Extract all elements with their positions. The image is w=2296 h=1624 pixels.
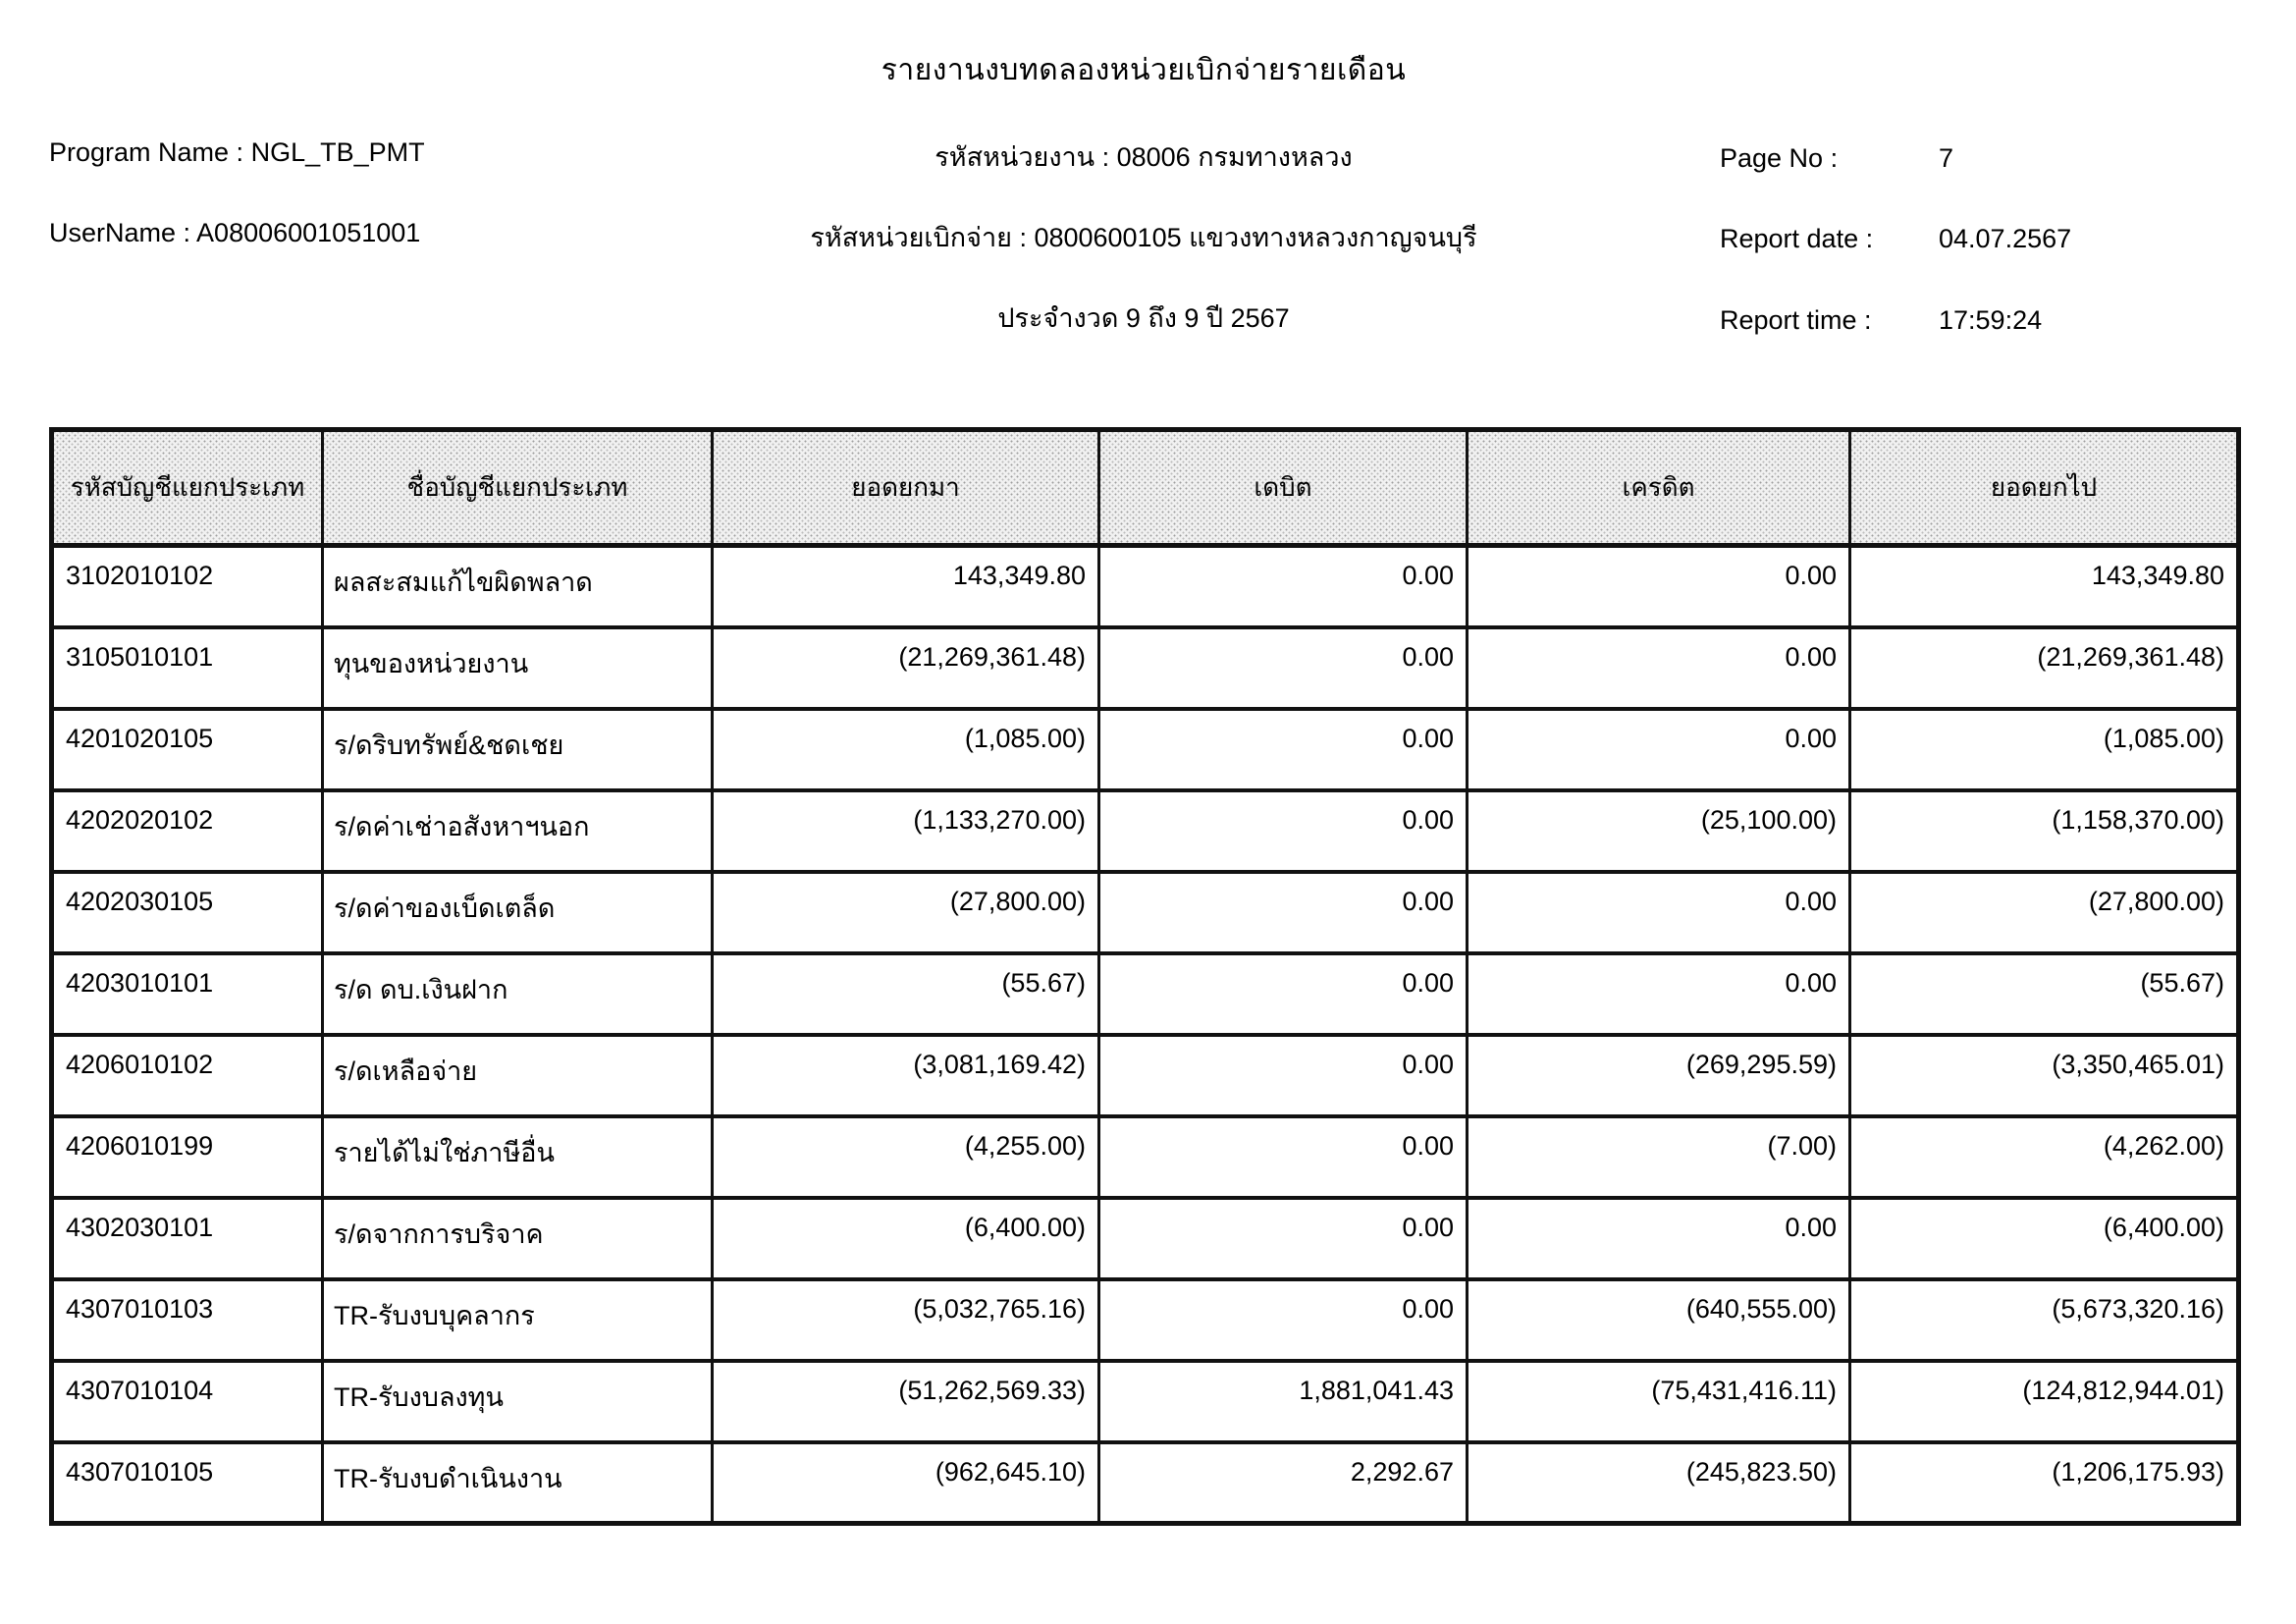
account-name-cell: ร/ดเหลือจ่าย [323,1035,713,1116]
program-name-label: Program Name : [49,137,244,167]
program-name-value: NGL_TB_PMT [250,137,425,167]
table-body [52,546,2239,1524]
column-header-4: เครดิต [1468,430,1850,546]
debit-cell: 0.00 [1099,872,1468,953]
account-code-cell: 4307010103 [52,1279,323,1361]
agency-code-line: รหัสหน่วยงาน : 08006 กรมทางหลวง [934,142,1353,172]
trial-balance-table [49,427,2241,1526]
balance-carried-cell: 143,349.80 [1850,546,2239,627]
username-label: UserName : [49,218,191,247]
balance-carried-cell: (124,812,944.01) [1850,1361,2239,1442]
table-header-row [52,430,2239,546]
debit-cell: 0.00 [1099,546,1468,627]
balance-forward-cell: (21,269,361.48) [713,627,1099,709]
credit-cell: (25,100.00) [1468,790,1850,872]
table-row [52,953,2239,1035]
debit-cell: 0.00 [1099,1198,1468,1279]
column-header-3: เดบิต [1099,430,1468,546]
program-name-line [49,137,425,168]
credit-cell: 0.00 [1468,709,1850,790]
balance-carried-cell: (6,400.00) [1850,1198,2239,1279]
account-code-cell: 4307010104 [52,1361,323,1442]
account-code-cell: 4201020105 [52,709,323,790]
account-name-cell: TR-รับงบลงทุน [323,1361,713,1442]
disbursement-code-line: รหัสหน่วยเบิกจ่าย : 0800600105 แขวงทางหลวงกาญจนบุรี [810,223,1477,252]
page-no-label: Page No : [1720,143,1839,173]
balance-carried-cell: (1,158,370.00) [1850,790,2239,872]
column-header-1: ชื่อบัญชีแยกประเภท [323,430,713,546]
balance-carried-cell: (5,673,320.16) [1850,1279,2239,1361]
debit-cell: 0.00 [1099,1035,1468,1116]
table-row [52,1361,2239,1442]
table-row [52,790,2239,872]
table-row [52,1116,2239,1198]
table-row [52,627,2239,709]
credit-cell: 0.00 [1468,546,1850,627]
account-name-cell: TR-รับงบดำเนินงาน [323,1442,713,1524]
report-date-value: 04.07.2567 [1939,224,2072,253]
credit-cell: 0.00 [1468,627,1850,709]
account-code-cell: 3102010102 [52,546,323,627]
column-header-5: ยอดยกไป [1850,430,2239,546]
column-header-0: รหัสบัญชีแยกประเภท [52,430,323,546]
balance-carried-cell: (3,350,465.01) [1850,1035,2239,1116]
table-row [52,709,2239,790]
account-name-cell: TR-รับงบบุคลากร [323,1279,713,1361]
credit-cell: (75,431,416.11) [1468,1361,1850,1442]
balance-forward-cell: (3,081,169.42) [713,1035,1099,1116]
column-header-2: ยอดยกมา [713,430,1099,546]
table-row [52,546,2239,627]
credit-cell: (7.00) [1468,1116,1850,1198]
username-value: A08006001051001 [196,218,421,247]
account-name-cell: ร/ดริบทรัพย์&ชดเชย [323,709,713,790]
balance-forward-cell: (4,255.00) [713,1116,1099,1198]
debit-cell: 0.00 [1099,790,1468,872]
balance-forward-cell: (27,800.00) [713,872,1099,953]
table-row [52,872,2239,953]
balance-forward-cell: (5,032,765.16) [713,1279,1099,1361]
balance-forward-cell: (962,645.10) [713,1442,1099,1524]
account-name-cell: ผลสะสมแก้ไขผิดพลาด [323,546,713,627]
debit-cell: 1,881,041.43 [1099,1361,1468,1442]
balance-carried-cell: (1,206,175.93) [1850,1442,2239,1524]
account-code-cell: 4202030105 [52,872,323,953]
balance-carried-cell: (55.67) [1850,953,2239,1035]
debit-cell: 2,292.67 [1099,1442,1468,1524]
account-name-cell: รายได้ไม่ใช่ภาษีอื่น [323,1116,713,1198]
balance-forward-cell: (51,262,569.33) [713,1361,1099,1442]
report-time-value: 17:59:24 [1939,305,2043,335]
page-no-value: 7 [1939,143,1954,173]
debit-cell: 0.00 [1099,709,1468,790]
balance-forward-cell: (1,133,270.00) [713,790,1099,872]
balance-carried-cell: (1,085.00) [1850,709,2239,790]
account-name-cell: ทุนของหน่วยงาน [323,627,713,709]
balance-carried-cell: (27,800.00) [1850,872,2239,953]
debit-cell: 0.00 [1099,1116,1468,1198]
table-row [52,1279,2239,1361]
account-name-cell: ร/ดค่าเช่าอสังหาฯนอก [323,790,713,872]
account-code-cell: 4206010102 [52,1035,323,1116]
balance-forward-cell: 143,349.80 [713,546,1099,627]
credit-cell: 0.00 [1468,872,1850,953]
report-title: รายงานงบทดลองหน่วยเบิกจ่ายรายเดือน [881,54,1407,86]
credit-cell: (640,555.00) [1468,1279,1850,1361]
debit-cell: 0.00 [1099,627,1468,709]
balance-forward-cell: (55.67) [713,953,1099,1035]
report-time-label: Report time : [1720,305,1872,335]
report-date-label: Report date : [1720,224,1874,253]
username-line [49,218,420,248]
account-code-cell: 4202020102 [52,790,323,872]
account-code-cell: 4206010199 [52,1116,323,1198]
debit-cell: 0.00 [1099,953,1468,1035]
table-row [52,1035,2239,1116]
credit-cell: 0.00 [1468,953,1850,1035]
account-name-cell: ร/ดจากการบริจาค [323,1198,713,1279]
account-name-cell: ร/ดค่าของเบ็ดเตล็ด [323,872,713,953]
table-row [52,1442,2239,1524]
balance-forward-cell: (1,085.00) [713,709,1099,790]
account-code-cell: 4302030101 [52,1198,323,1279]
table-row [52,1198,2239,1279]
balance-carried-cell: (4,262.00) [1850,1116,2239,1198]
account-name-cell: ร/ด ดบ.เงินฝาก [323,953,713,1035]
debit-cell: 0.00 [1099,1279,1468,1361]
account-code-cell: 4203010101 [52,953,323,1035]
credit-cell: (245,823.50) [1468,1442,1850,1524]
account-code-cell: 4307010105 [52,1442,323,1524]
period-line: ประจำงวด 9 ถึง 9 ปี 2567 [997,303,1290,333]
balance-forward-cell: (6,400.00) [713,1198,1099,1279]
credit-cell: 0.00 [1468,1198,1850,1279]
credit-cell: (269,295.59) [1468,1035,1850,1116]
account-code-cell: 3105010101 [52,627,323,709]
balance-carried-cell: (21,269,361.48) [1850,627,2239,709]
